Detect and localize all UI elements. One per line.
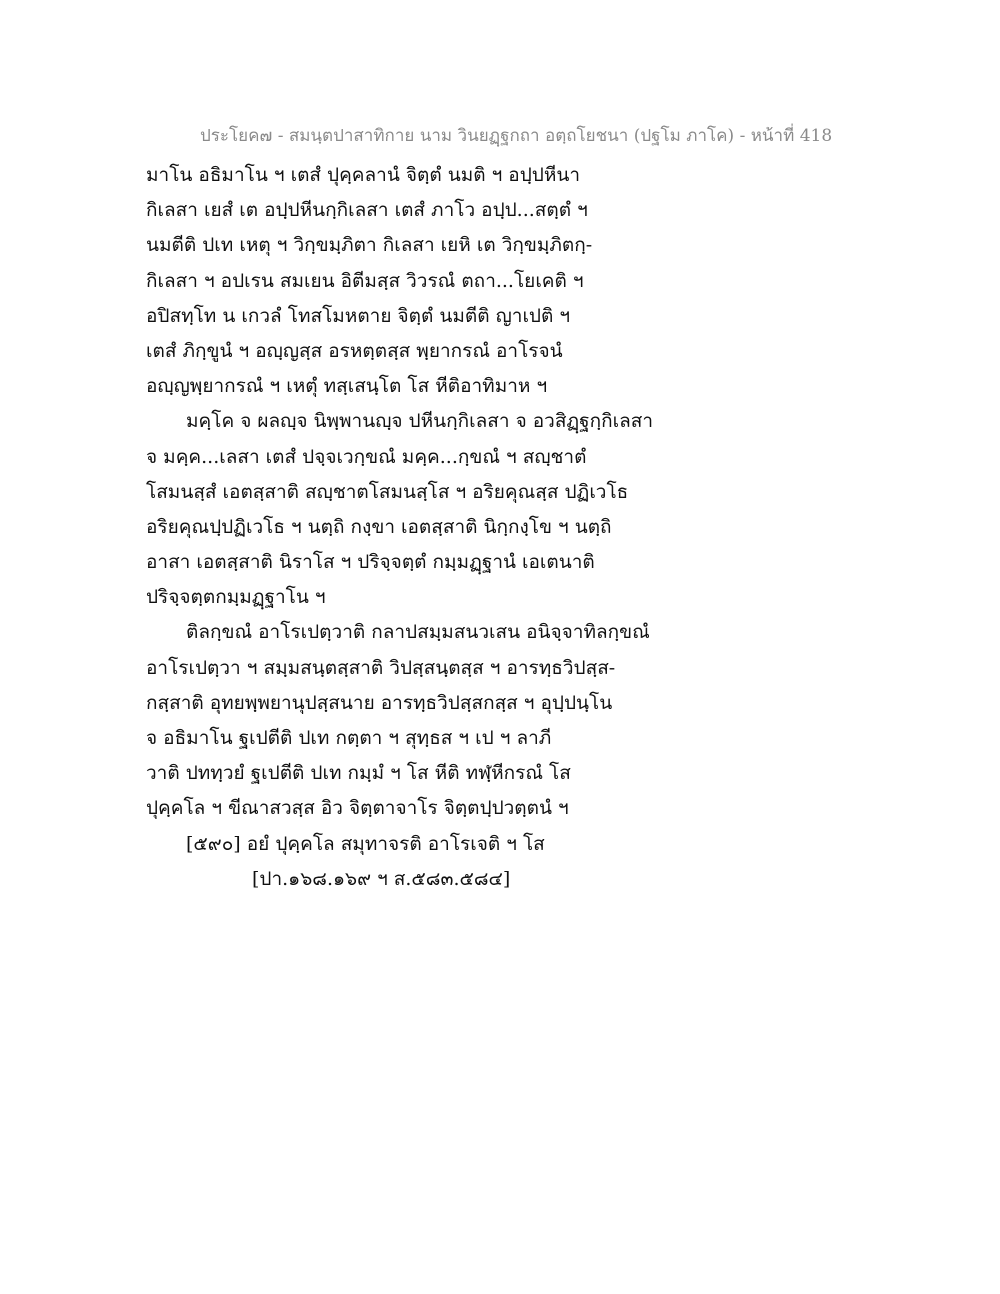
text-line: อญฺญพฺยากรณํ ฯ เหตุํ ทสฺเสนฺโต โส หีติอาทิมาห ฯ <box>146 375 548 398</box>
paragraph-start-line: มคฺโค จ ผลญฺจ นิพฺพานญฺจ ปหีนกฺกิเลสา จ อวสิฏฺฐกฺกิเลสา <box>186 410 654 433</box>
text-line: อริยคุณปฺปฏิเวโธ ฯ นตฺถิ กงฺขา เอตสฺสาติ นิกฺกงฺโข ฯ นตฺถิ <box>146 515 612 538</box>
paragraph-start-line: [๕๙๐] อยํ ปุคฺคโล สมุทาจรติ อาโรเจติ ฯ โส <box>186 832 545 855</box>
text-line: นมตีติ ปเท เหตุ ฯ วิกฺขมฺภิตา กิเลสา เยหิ เต วิกฺขมฺภิตกฺ- <box>146 234 593 257</box>
text-line: เตสํ ภิกฺขูนํ ฯ อญฺญสฺส อรหตฺตสฺส พฺยากรณํ อาโรจนํ <box>146 339 563 362</box>
text-line: กสฺสาติ อุทยพฺพยานุปสฺสนาย อารทฺธวิปสฺสกสฺส ฯ อุปฺปนฺโน <box>146 691 613 714</box>
page-header: ประโยค๗ - สมนฺตปาสาทิกาย นาม วินยฏฺฐกถา อตฺถโยชนา (ปฐโม ภาโค) - หน้าที่ 418 <box>200 126 833 146</box>
text-line: อปิสทฺโท น เกวลํ โทสโมหตาย จิตฺตํ นมตีติ ญาเปติ ฯ <box>146 304 571 327</box>
text-line: จ อธิมาโน ฐเปตีติ ปเท กตฺตา ฯ สุทฺธส ฯ เป ฯ ลาภี <box>146 727 552 749</box>
text-line: จ มคฺค...เลสา เตสํ ปจฺจเวกฺขณํ มคฺค...กฺขณํ ฯ สญฺชาตํ <box>146 445 587 468</box>
paragraph-start-line: ติลกฺขณํ อาโรเปตฺวาติ กลาปสมฺมสนวเสน อนิจฺจาทิลกฺขณํ <box>186 621 650 644</box>
text-line: กิเลสา เยสํ เต อปฺปหีนกฺกิเลสา เตสํ ภาโว อปฺป...สตฺตํ ฯ <box>146 199 588 222</box>
text-line: ปริจฺจตฺตกมฺมฏฺฐาโน ฯ <box>146 586 326 609</box>
text-line: อาสา เอตสฺสาติ นิราโส ฯ ปริจฺจตฺตํ กมฺมฏฺฐานํ เอเตนาติ <box>146 551 595 574</box>
text-line: ปุคฺคโล ฯ ขีณาสวสฺส อิว จิตฺตาจาโร จิตฺตปฺปวตฺตนํ ฯ <box>146 797 569 820</box>
page-reference: [ปา.๑๖๘.๑๖๙ ฯ ส.๕๘๓.๕๘๔] <box>252 867 511 890</box>
body-text <box>146 158 706 897</box>
text-line: มาโน อธิมาโน ฯ เตสํ ปุคฺคลานํ จิตฺตํ นมติ ฯ อปฺปหีนา <box>146 164 581 186</box>
text-line: โสมนสฺสํ เอตสฺสาติ สญฺชาตโสมนสฺโส ฯ อริยคุณสฺส ปฏิเวโธ <box>146 480 629 503</box>
text-line: วาติ ปททฺวยํ ฐเปตีติ ปเท กมฺมํ ฯ โส หีติ ทฬฺหีกรณํ โส <box>146 762 571 785</box>
text-line: อาโรเปตฺวา ฯ สมฺมสนฺตสฺสาติ วิปสฺสนฺตสฺส ฯ อารทฺธวิปสฺส- <box>146 656 616 679</box>
text-line: กิเลสา ฯ อปเรน สมเยน อิตีมสฺส วิวรณํ ตถา...โยเคติ ฯ <box>146 269 584 292</box>
